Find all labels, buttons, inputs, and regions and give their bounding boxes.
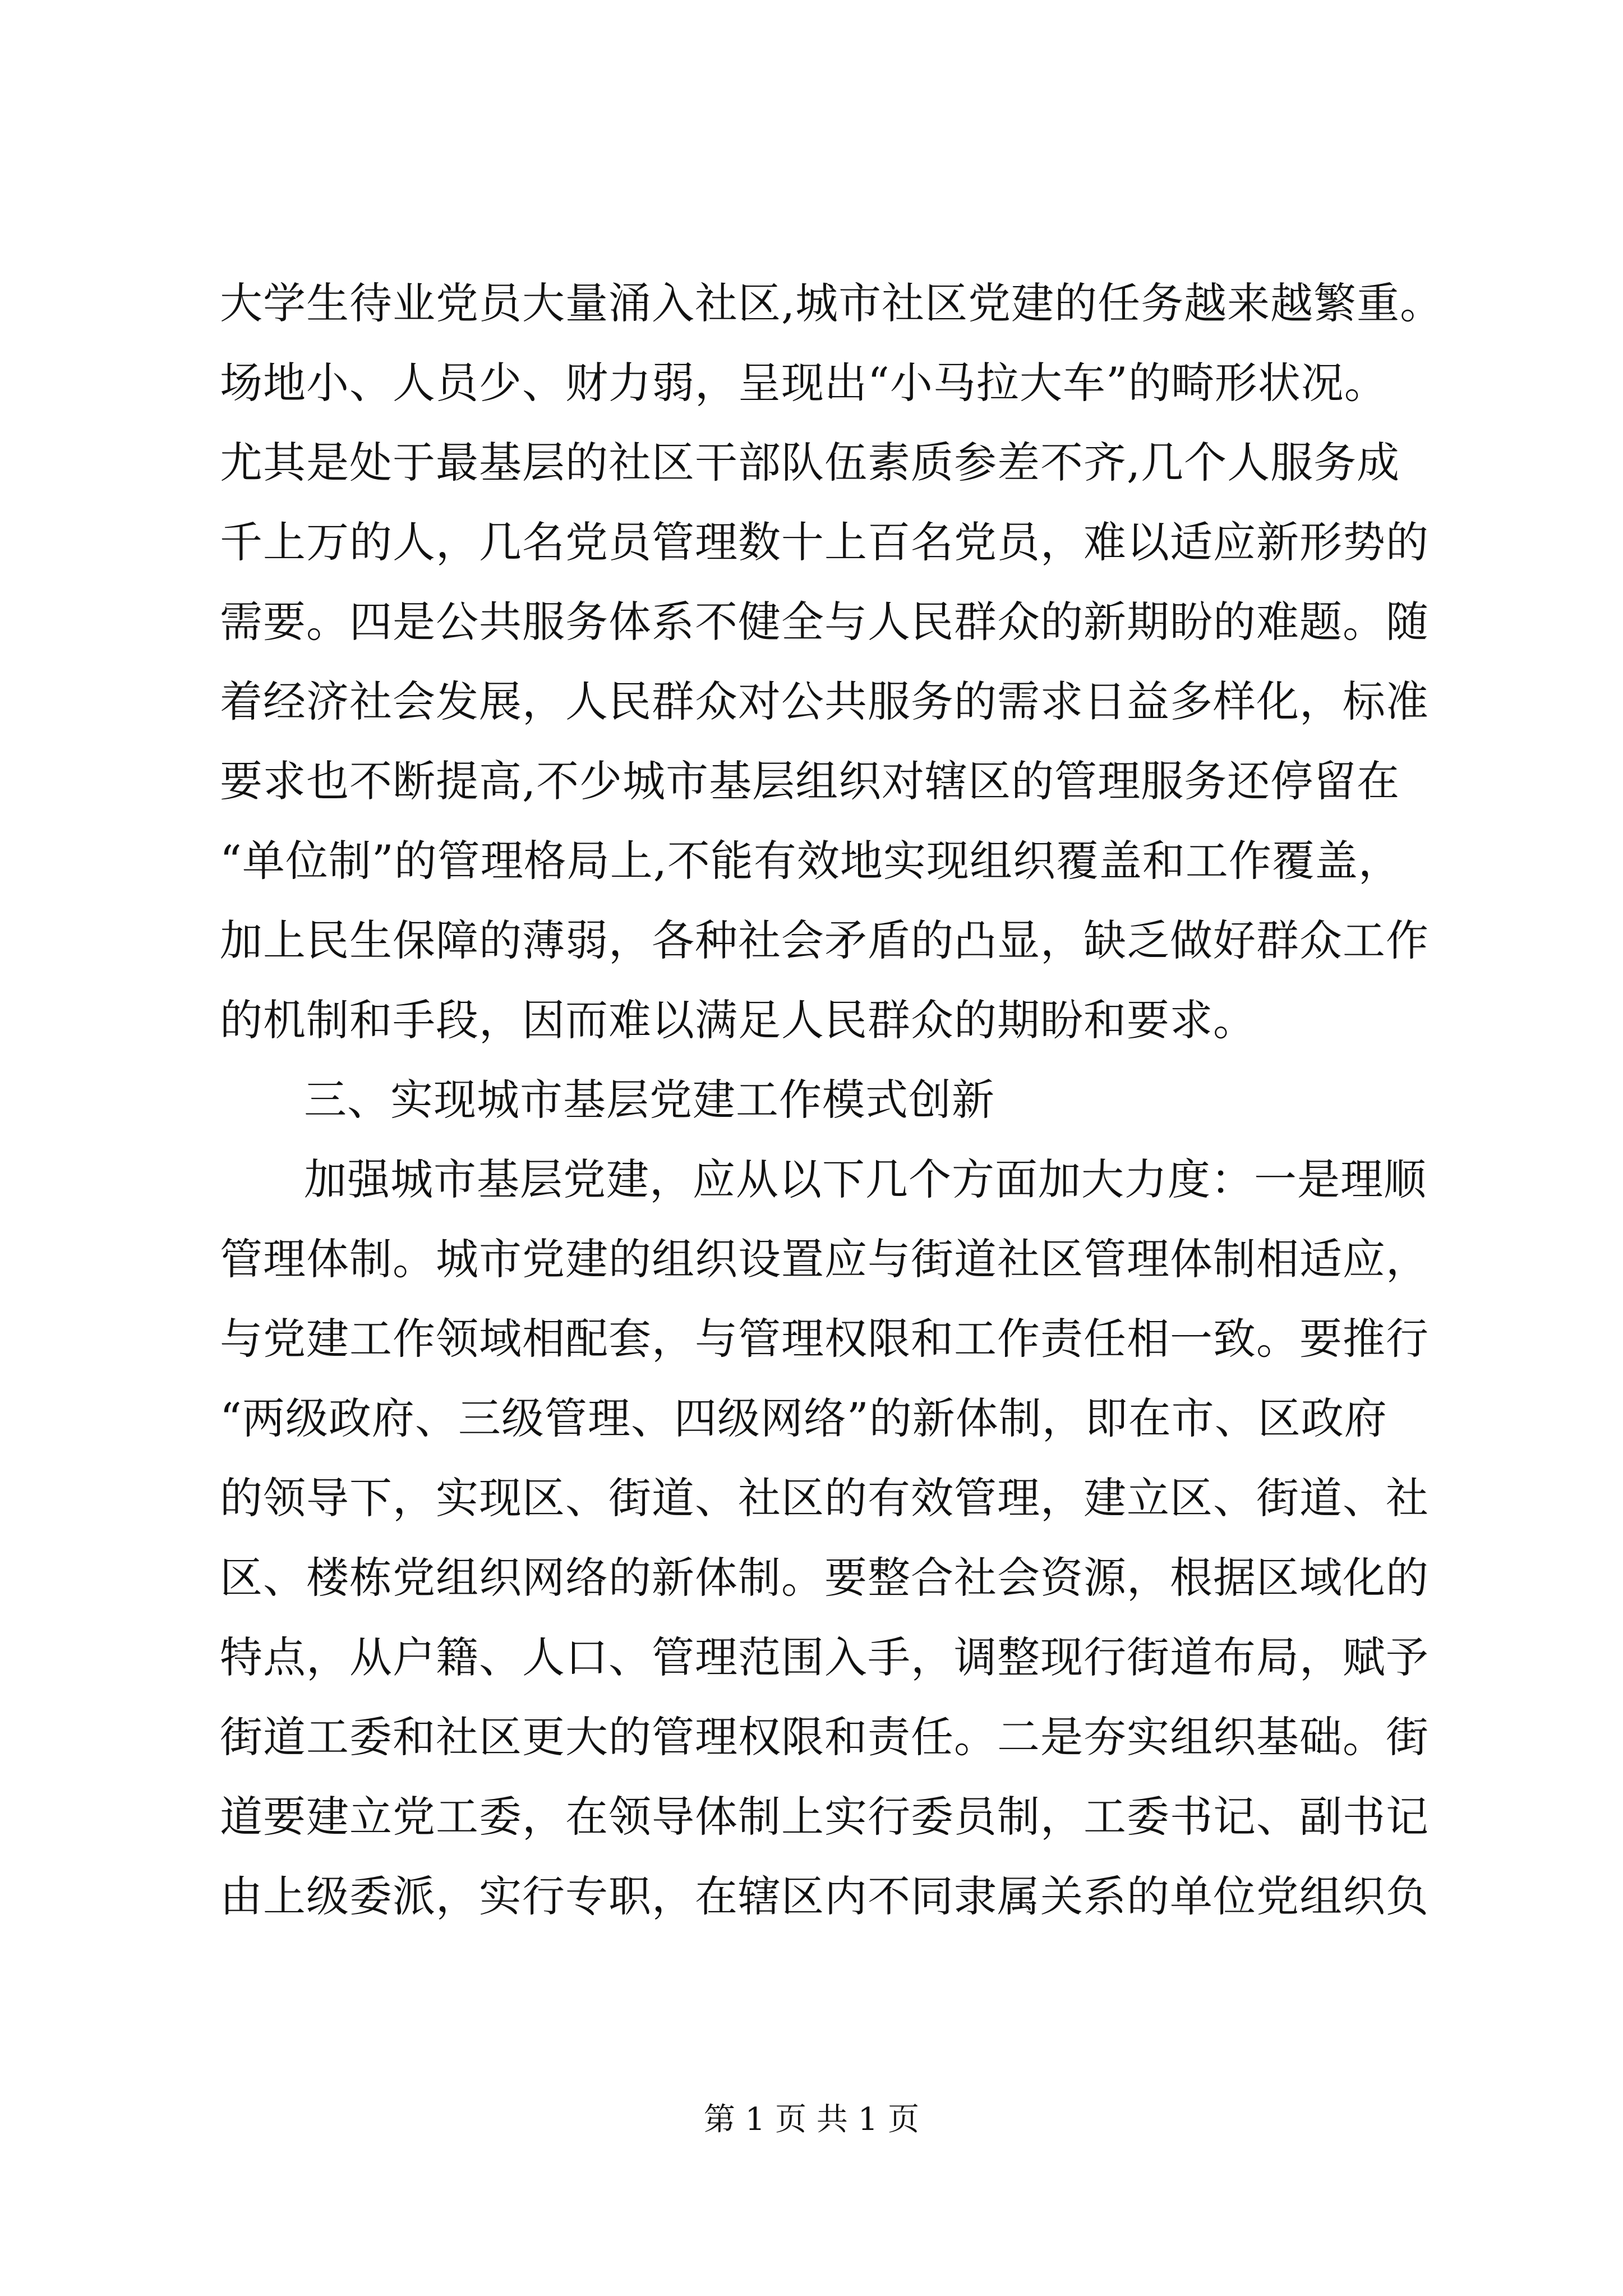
text-line: 区、楼栋党组织网络的新体制。要整合社会资源，根据区域化的 bbox=[220, 1553, 1429, 1603]
text-line: 的机制和手段，因而难以满足人民群众的期盼和要求。 bbox=[220, 995, 1256, 1045]
text-line: “单位制”的管理格局上,不能有效地实现组织覆盖和工作覆盖， bbox=[220, 836, 1401, 886]
text-line: 大学生待业党员大量涌入社区,城市社区党建的任务越来越繁重。 bbox=[220, 278, 1444, 328]
document-body bbox=[220, 264, 1442, 1936]
text-line: 的领导下，实现区、街道、社区的有效管理，建立区、街道、社 bbox=[220, 1473, 1429, 1523]
paragraph-first-line: 加强城市基层党建，应从以下几个方面加大力度：一是理顺 bbox=[304, 1154, 1427, 1204]
text-line: 场地小、人员少、财力弱，呈现出“小马拉大车”的畸形状况。 bbox=[220, 358, 1387, 408]
text-line: 千上万的人，几名党员管理数十上百名党员，难以适应新形势的 bbox=[220, 517, 1429, 567]
page-footer: 第 1 页 共 1 页 bbox=[703, 2101, 920, 2138]
text-line: 加上民生保障的薄弱，各种社会矛盾的凸显，缺乏做好群众工作 bbox=[220, 915, 1429, 965]
section-heading: 三、实现城市基层党建工作模式创新 bbox=[304, 1075, 995, 1125]
text-line: 街道工委和社区更大的管理权限和责任。二是夯实组织基础。街 bbox=[220, 1712, 1429, 1762]
text-line: 要求也不断提高,不少城市基层组织对辖区的管理服务还停留在 bbox=[220, 756, 1400, 806]
text-line: 与党建工作领域相配套，与管理权限和工作责任相一致。要推行 bbox=[220, 1314, 1429, 1364]
text-line: 道要建立党工委，在领导体制上实行委员制，工委书记、副书记 bbox=[220, 1792, 1429, 1842]
text-line: 特点，从户籍、人口、管理范围入手，调整现行街道布局，赋予 bbox=[220, 1632, 1429, 1682]
text-line: “两级政府、三级管理、四级网络”的新体制，即在市、区政府 bbox=[220, 1393, 1387, 1443]
text-line: 需要。四是公共服务体系不健全与人民群众的新期盼的难题。随 bbox=[220, 597, 1429, 647]
text-line: 着经济社会发展，人民群众对公共服务的需求日益多样化，标准 bbox=[220, 677, 1429, 726]
text-line: 尤其是处于最基层的社区干部队伍素质参差不齐,几个人服务成 bbox=[220, 438, 1400, 487]
text-line: 由上级委派，实行专职，在辖区内不同隶属关系的单位党组织负 bbox=[220, 1871, 1429, 1921]
text-line: 管理体制。城市党建的组织设置应与街道社区管理体制相适应， bbox=[220, 1234, 1429, 1284]
